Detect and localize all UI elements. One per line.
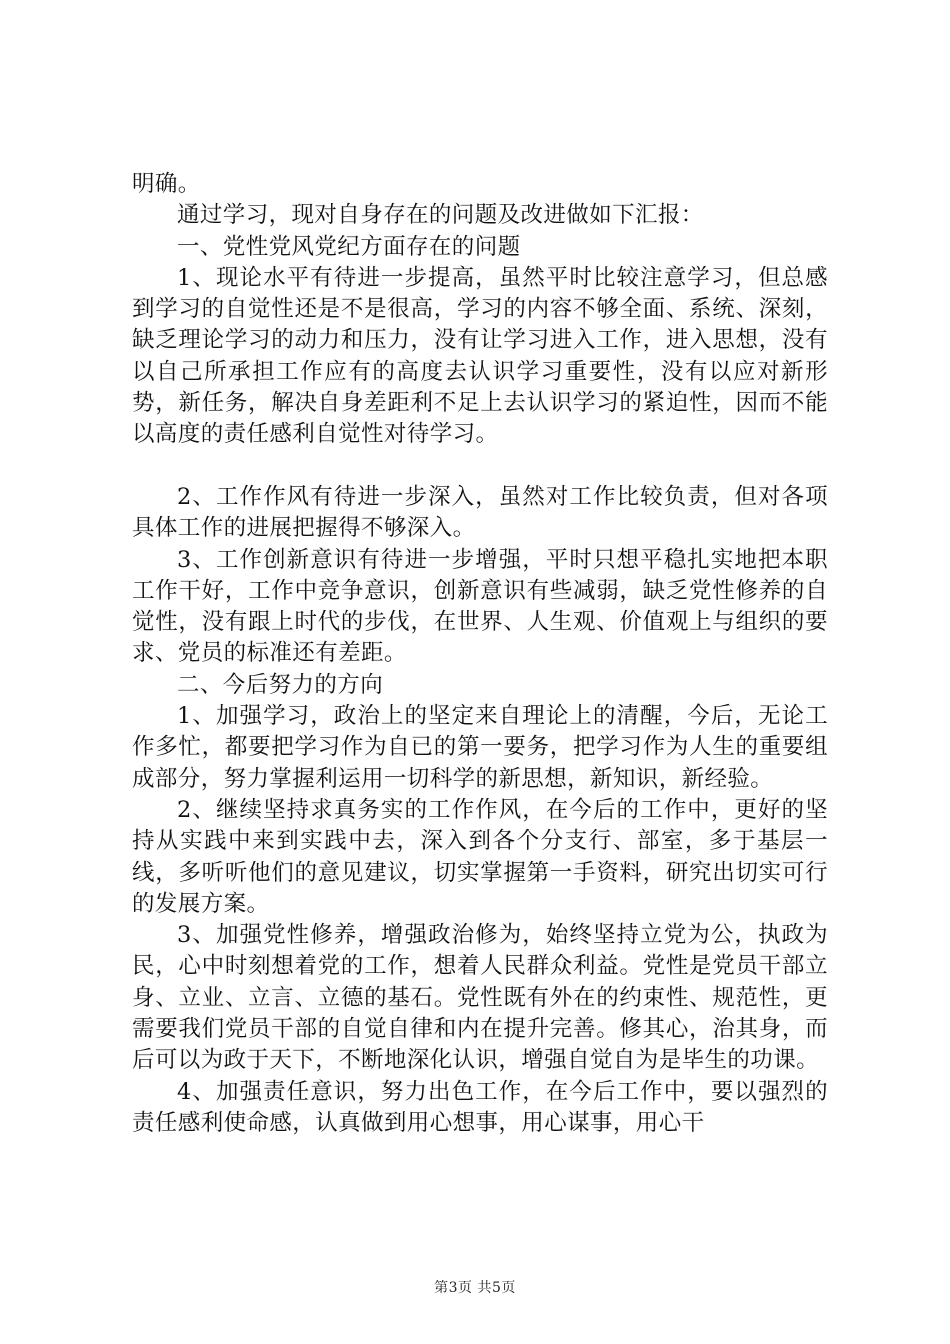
paragraph-direction-1: 1、加强学习，政治上的坚定来自理论上的清醒，今后，无论工作多忙，都要把学习作为自已的第一要务，把学习作为人生的重要组成部分，努力掌握利运用一切科学的新思想，新知识，新经验。 <box>132 703 828 792</box>
paragraph-direction-2: 2、继续坚持求真务实的工作作风，在今后的工作中，更好的坚持从实践中来到实践中去，深入到各个分支行、部室，多于基层一线，多听听他们的意见建议，切实掌握第一手资料，研究出切实可行的发展方案。 <box>132 796 828 917</box>
paragraph-problem-3: 3、工作创新意识有待进一步增强，平时只想平稳扎实地把本职工作干好，工作中竞争意识，创新意识有些减弱，缺乏党性修养的自觉性，没有跟上时代的步伐，在世界、人生观、价值观上与组织的要求、党员的标准还有差距。 <box>132 546 828 667</box>
page-number-footer: 第3页 共5页 <box>434 1280 516 1296</box>
section-heading-problems: 一、党性党风党纪方面存在的问题 <box>177 233 521 260</box>
paragraph-direction-3: 3、加强党性修养，增强政治修为，始终坚持立党为公，执政为民，心中时刻想着党的工作，想着人民群众利益。党性是党员干部立身、立业、立言、立德的基石。党性既有外在的约束性、规范性，更需要我们党员干部的自觉自律和内在提升完善。修其心，治其身，而后可以为政于天下，不断地深化认识，增强自觉自为是毕生的功课。 <box>132 922 828 1074</box>
paragraph-intro: 通过学习，现对自身存在的问题及改进做如下汇报： <box>177 202 704 229</box>
paragraph-problem-1: 1、现论水平有待进一步提高，虽然平时比较注意学习，但总感到学习的自觉性还是不是很高，学习的内容不够全面、系统、深刻，缺乏理论学习的动力和压力，没有让学习进入工作，进入思想，没有以自己所承担工作应有的高度去认识学习重要性，没有以应对新形势，新任务，解决自身差距利不足上去认识学习的紧迫性，因而不能以高度的责任感利自觉性对待学习。 <box>132 264 828 448</box>
paragraph-direction-4: 4、加强责任意识，努力出色工作，在今后工作中，要以强烈的责任感利使命感，认真做到用心想事，用心谋事，用心干 <box>132 1078 828 1136</box>
document-body <box>132 169 828 1139</box>
paragraph-problem-2: 2、工作作风有待进一步深入，虽然对工作比较负责，但对各项具体工作的进展把握得不够深入。 <box>132 483 828 542</box>
section-heading-direction: 二、今后努力的方向 <box>177 671 384 698</box>
paragraph-continuation: 明确。 <box>132 171 201 197</box>
